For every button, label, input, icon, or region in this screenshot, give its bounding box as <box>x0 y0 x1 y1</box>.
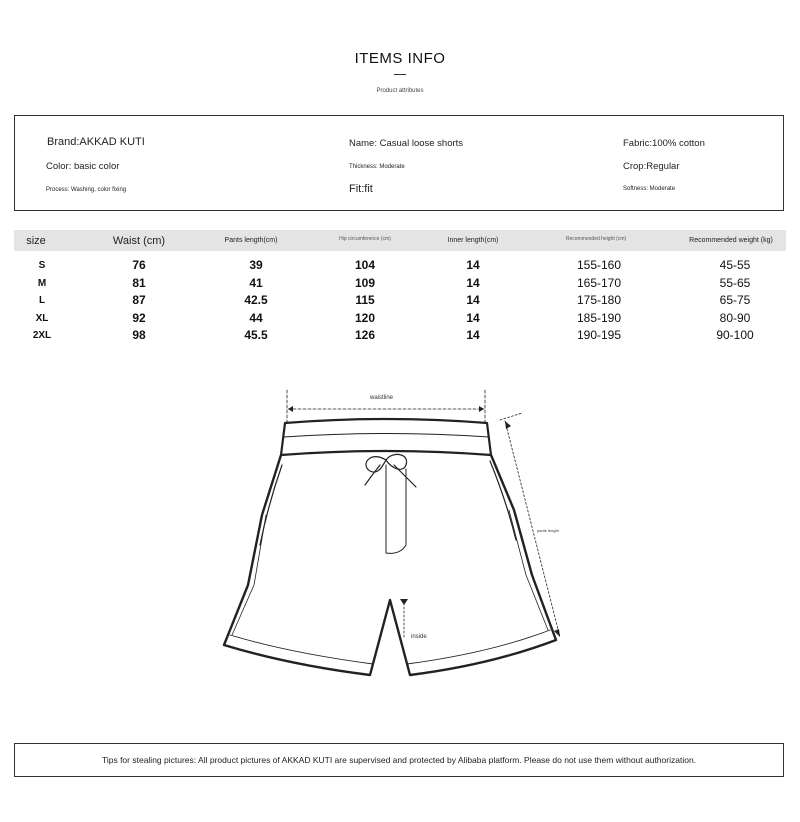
title-divider <box>394 74 406 75</box>
cell-inner-length: 14 <box>466 276 480 290</box>
cell-rec-weight: 65-75 <box>719 293 751 307</box>
cell-inner-length: 14 <box>466 258 480 272</box>
copyright-notice-box <box>14 743 784 777</box>
cell-waist: 98 <box>132 328 146 342</box>
size-row <box>14 311 786 329</box>
cell-pants-length: 44 <box>249 311 263 325</box>
cell-pants-length: 45.5 <box>244 328 268 342</box>
cell-pants-length: 39 <box>249 258 263 272</box>
cell-rec-weight: 55-65 <box>719 276 751 290</box>
waist-label: waistline <box>370 395 394 401</box>
cell-pants-length: 41 <box>249 276 263 290</box>
inside-label: inside <box>411 634 427 640</box>
cell-hip: 104 <box>354 258 376 272</box>
length-label: pants length <box>537 528 559 533</box>
cell-hip: 109 <box>354 276 376 290</box>
header-rec-height: Recommended height (cm) <box>565 236 627 242</box>
attr-brand: Brand:AKKAD KUTI <box>47 136 145 148</box>
cell-inner-length: 14 <box>466 293 480 307</box>
cell-waist: 92 <box>132 311 146 325</box>
cell-size: 2XL <box>32 330 52 341</box>
attr-softness: Softness: Moderate <box>623 186 676 192</box>
size-row <box>14 258 786 276</box>
shorts-diagram <box>210 385 570 695</box>
attributes-box <box>14 115 784 211</box>
cell-rec-weight: 45-55 <box>719 258 751 272</box>
cell-rec-weight: 90-100 <box>716 328 754 342</box>
header-inner-length: Inner length(cm) <box>447 237 499 244</box>
cell-waist: 81 <box>132 276 146 290</box>
attr-name: Name: Casual loose shorts <box>349 138 464 149</box>
header-size: size <box>26 235 46 247</box>
page-title: ITEMS INFO <box>354 50 446 67</box>
attr-thickness: Thickness: Moderate <box>349 164 405 170</box>
cell-size: XL <box>35 313 49 324</box>
cell-inner-length: 14 <box>466 311 480 325</box>
header-rec-weight: Recommended weight (kg) <box>689 237 773 244</box>
cell-pants-length: 42.5 <box>244 293 268 307</box>
cell-size: L <box>38 295 46 306</box>
cell-rec-weight: 80-90 <box>719 311 751 325</box>
attr-crop: Crop:Regular <box>623 161 680 172</box>
attr-process: Process: Washing, color fixing <box>46 187 127 193</box>
cell-rec-height: 155-160 <box>576 258 622 272</box>
copyright-notice: Tips for stealing pictures: All product pictures of AKKAD KUTI are supervised and protected by Alibaba platform. Please do not use them without authorization. <box>101 755 697 765</box>
cell-rec-height: 165-170 <box>576 276 622 290</box>
header-pants-length: Pants length(cm) <box>224 237 278 244</box>
size-table-header <box>14 230 786 251</box>
cell-rec-height: 185-190 <box>576 311 622 325</box>
cell-rec-height: 190-195 <box>576 328 622 342</box>
cell-waist: 76 <box>132 258 146 272</box>
size-row <box>14 328 786 346</box>
shorts-outline <box>210 385 570 695</box>
cell-hip: 120 <box>354 311 376 325</box>
cell-hip: 115 <box>355 293 375 307</box>
header-waist: Waist (cm) <box>112 235 166 247</box>
size-row <box>14 276 786 294</box>
size-row <box>14 293 786 311</box>
cell-size: M <box>37 278 47 289</box>
attr-color: Color: basic color <box>46 161 120 172</box>
cell-inner-length: 14 <box>466 328 480 342</box>
cell-rec-height: 175-180 <box>576 293 622 307</box>
cell-hip: 126 <box>354 328 376 342</box>
header-hip: Hip circumference (cm) <box>339 236 391 242</box>
attr-fit: Fit:fit <box>349 183 373 195</box>
attr-fabric: Fabric:100% cotton <box>623 138 705 149</box>
cell-size: S <box>38 260 46 271</box>
cell-waist: 87 <box>132 293 146 307</box>
page-subtitle: Product attributes <box>376 88 424 94</box>
